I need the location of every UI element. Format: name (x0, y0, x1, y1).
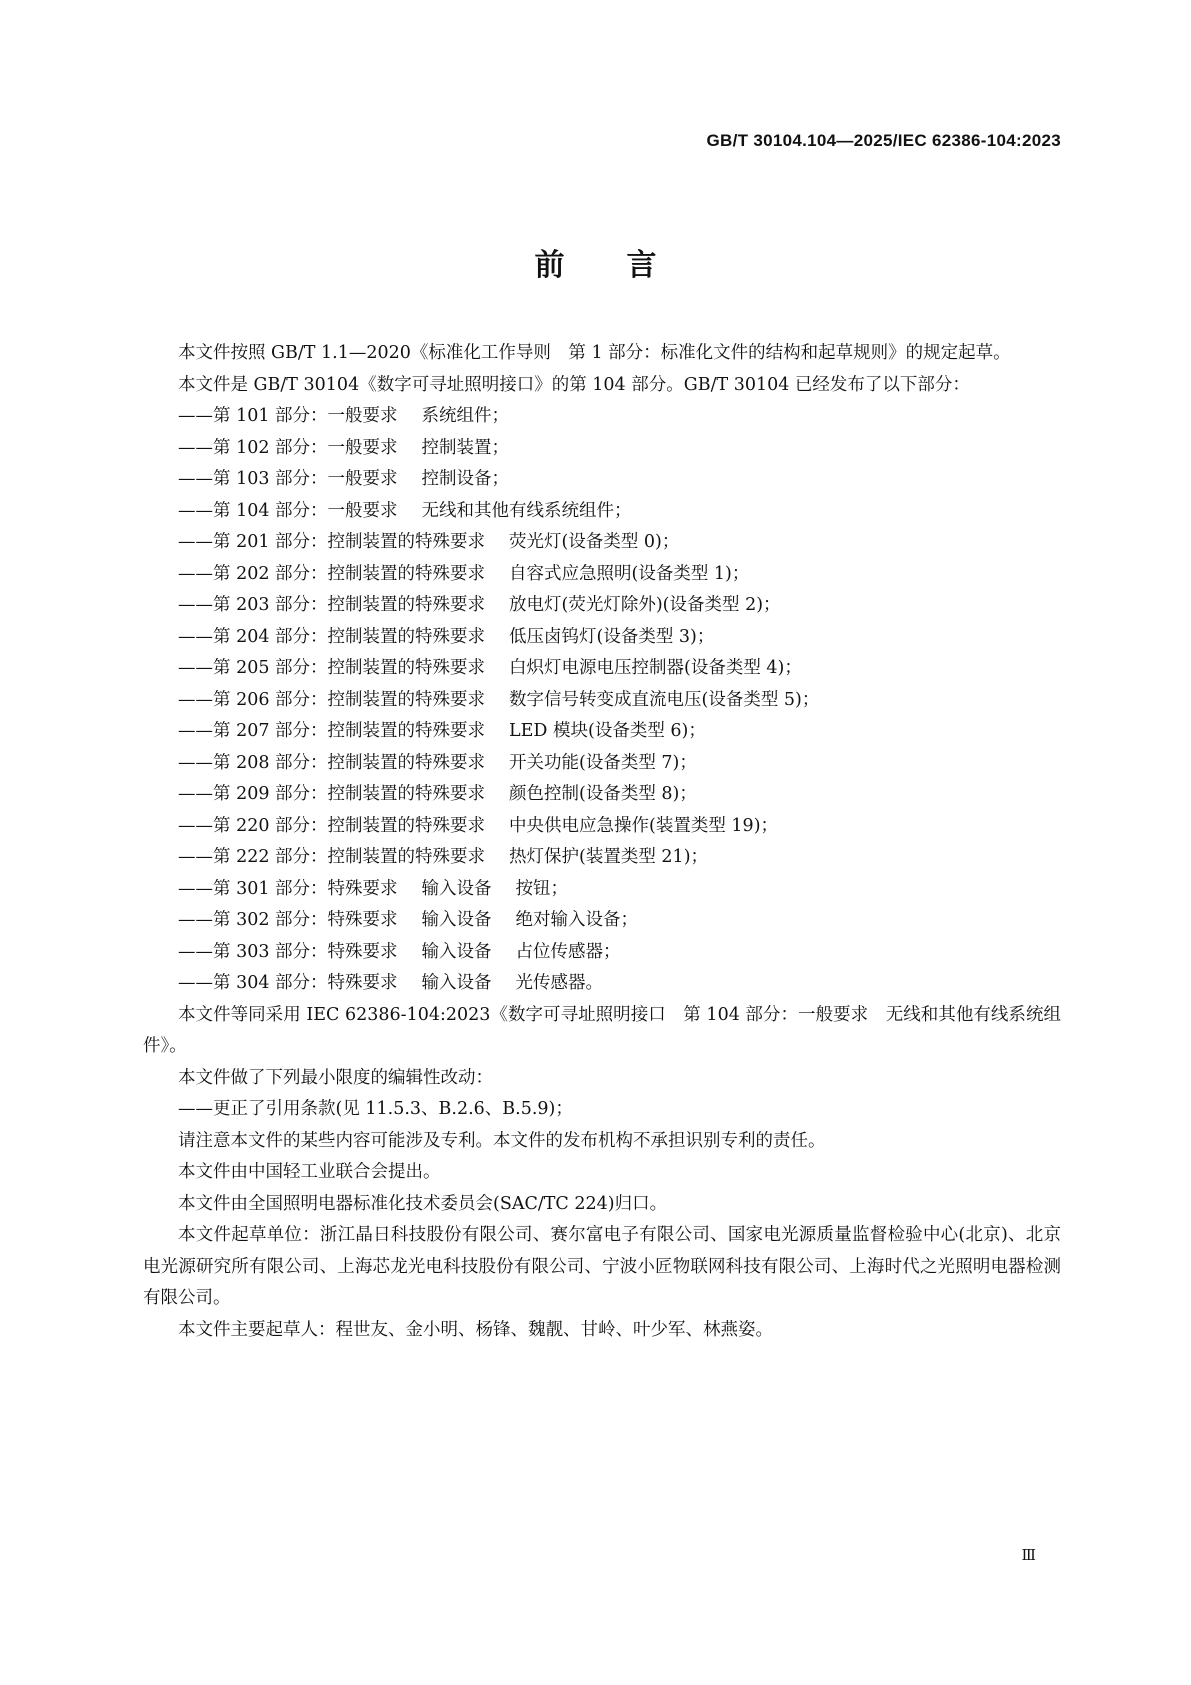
list-item: ——第 208 部分：控制装置的特殊要求 开关功能(设备类型 7)； (178, 752, 697, 773)
proposer-statement: 本文件由中国轻工业联合会提出。 (178, 1162, 441, 1182)
patent-notice: 请注意本文件的某些内容可能涉及专利。本文件的发布机构不承担识别专利的责任。 (178, 1130, 826, 1151)
list-item: ——第 203 部分：控制装置的特殊要求 放电灯(荧光灯除外)(设备类型 2)； (178, 595, 781, 615)
intro-paragraph-1: 本文件按照 GB/T 1.1—2020《标准化工作导则 第 1 部分：标准化文件的结构和起草规则》的规定起草。 (178, 343, 1011, 363)
list-item: ——第 202 部分：控制装置的特殊要求 自容式应急照明(设备类型 1)； (178, 563, 750, 584)
list-item: ——第 222 部分：控制装置的特殊要求 热灯保护(装置类型 21)； (178, 847, 709, 867)
editorial-changes-intro: 本文件做了下列最小限度的编辑性改动： (178, 1067, 493, 1088)
committee-statement: 本文件由全国照明电器标准化技术委员会(SAC/TC 224)归口。 (178, 1193, 668, 1214)
standard-code-header: GB/T 30104.104—2025/IEC 62386-104:2023 (706, 131, 1061, 150)
title-char-2: 言 (626, 248, 657, 283)
list-item: ——第 209 部分：控制装置的特殊要求 颜色控制(设备类型 8)； (178, 784, 697, 804)
list-item: ——第 205 部分：控制装置的特殊要求 白炽灯电源电压控制器(设备类型 4)； (178, 658, 802, 678)
intro-paragraph-2: 本文件是 GB/T 30104《数字可寻址照明接口》的第 104 部分。GB/T 30104 已经发布了以下部分： (178, 374, 970, 395)
list-item: ——第 104 部分：一般要求 无线和其他有线系统组件； (178, 500, 632, 521)
list-item: ——第 304 部分：特殊要求 输入设备 光传感器。 (178, 973, 604, 993)
page-number: Ⅲ (1021, 1546, 1036, 1564)
list-item: ——第 201 部分：控制装置的特殊要求 荧光灯(设备类型 0)； (178, 532, 680, 552)
list-item: ——第 102 部分：一般要求 控制装置； (178, 437, 510, 458)
page-title (0, 240, 1191, 284)
list-item: ——第 101 部分：一般要求 系统组件； (178, 406, 510, 426)
list-item: ——第 206 部分：控制装置的特殊要求 数字信号转变成直流电压(设备类型 5)； (178, 689, 820, 710)
editorial-change-item: ——更正了引用条款(见 11.5.3、B.2.6、B.5.9)； (178, 1099, 573, 1119)
drafters: 本文件主要起草人：程世友、金小明、杨锋、魏靓、甘岭、叶少军、林燕姿。 (178, 1319, 773, 1340)
list-item: ——第 204 部分：控制装置的特殊要求 低压卤钨灯(设备类型 3)； (178, 626, 715, 647)
drafting-units: 本文件起草单位：浙江晶日科技股份有限公司、赛尔富电子有限公司、国家电光源质量监督检验中心(北京)、北京电光源研究所有限公司、上海芯龙光电科技股份有限公司、宁波小匠物联网科技有限公司、上海时代之光照明电器检测有限公司。 (143, 1225, 1061, 1308)
title-char-1: 前 (534, 248, 565, 283)
list-item: ——第 220 部分：控制装置的特殊要求 中央供电应急操作(装置类型 19)； (178, 815, 779, 836)
parts-list (143, 401, 1061, 1000)
list-item: ——第 303 部分：特殊要求 输入设备 占位传感器； (178, 941, 621, 962)
list-item: ——第 302 部分：特殊要求 输入设备 绝对输入设备； (178, 910, 639, 930)
list-item: ——第 301 部分：特殊要求 输入设备 按钮； (178, 878, 569, 899)
list-item: ——第 207 部分：控制装置的特殊要求 LED 模块(设备类型 6)； (178, 721, 706, 741)
adoption-statement: 本文件等同采用 IEC 62386-104:2023《数字可寻址照明接口 第 104 部分：一般要求 无线和其他有线系统组件》。 (143, 1004, 1061, 1056)
document-body (143, 338, 1061, 1346)
list-item: ——第 103 部分：一般要求 控制设备； (178, 469, 510, 489)
